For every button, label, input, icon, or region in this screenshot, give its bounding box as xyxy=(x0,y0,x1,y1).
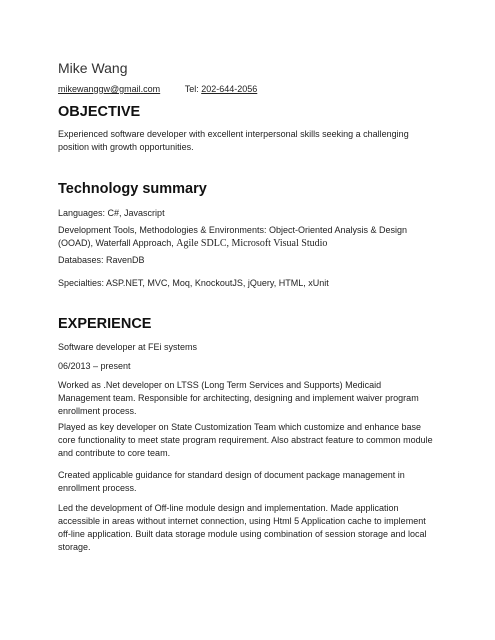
languages-line: Languages: C#, Javascript xyxy=(58,208,165,218)
experience-heading: EXPERIENCE xyxy=(58,316,152,332)
contact-line xyxy=(58,84,257,94)
phone-label: Tel: xyxy=(184,84,202,94)
tools-line xyxy=(58,224,433,250)
tools-serif-text: Agile SDLC, Microsoft Visual Studio xyxy=(176,238,328,249)
phone-number: 202-644-2056 xyxy=(201,84,258,94)
experience-item: Created applicable guidance for standard design of document package management in enrollment process. xyxy=(58,470,405,493)
objective-heading: OBJECTIVE xyxy=(58,104,141,120)
tools-text: Development Tools, Methodologies & Environments: Object-Oriented Analysis & Design (OOAD), Waterfall Approach, xyxy=(58,225,408,248)
experience-item: Led the development of Off-line module design and implementation. Made application accessible in areas without internet connection, using Html 5 Application cache to implement off-line application. Built data storage module using combination of session storage and local storage. xyxy=(58,503,427,552)
experience-item: Played as key developer on State Customization Team which customize and enhance base core functionality to meet state program requirement. Also abstract feature to common module and contribute to core team. xyxy=(58,422,433,458)
specialties-line: Specialties: ASP.NET, MVC, Moq, KnockoutJS, jQuery, HTML, xUnit xyxy=(58,278,329,288)
email-link[interactable]: mikewanggw@gmail.com xyxy=(58,84,161,94)
candidate-name: Mike Wang xyxy=(58,60,128,76)
databases-line: Databases: RavenDB xyxy=(58,255,145,265)
objective-text: Experienced software developer with excellent interpersonal skills seeking a challenging position with growth opportunities. xyxy=(58,129,409,152)
experience-item: Worked as .Net developer on LTSS (Long Term Services and Supports) Medicaid Management team. Responsible for architecting, designing and implement waiver program enrollment process. xyxy=(58,380,419,416)
job-dates: 06/2013 – present xyxy=(58,361,131,371)
technology-heading: Technology summary xyxy=(58,181,207,197)
phone xyxy=(185,84,258,94)
job-role: Software developer at FEi systems xyxy=(58,342,198,352)
